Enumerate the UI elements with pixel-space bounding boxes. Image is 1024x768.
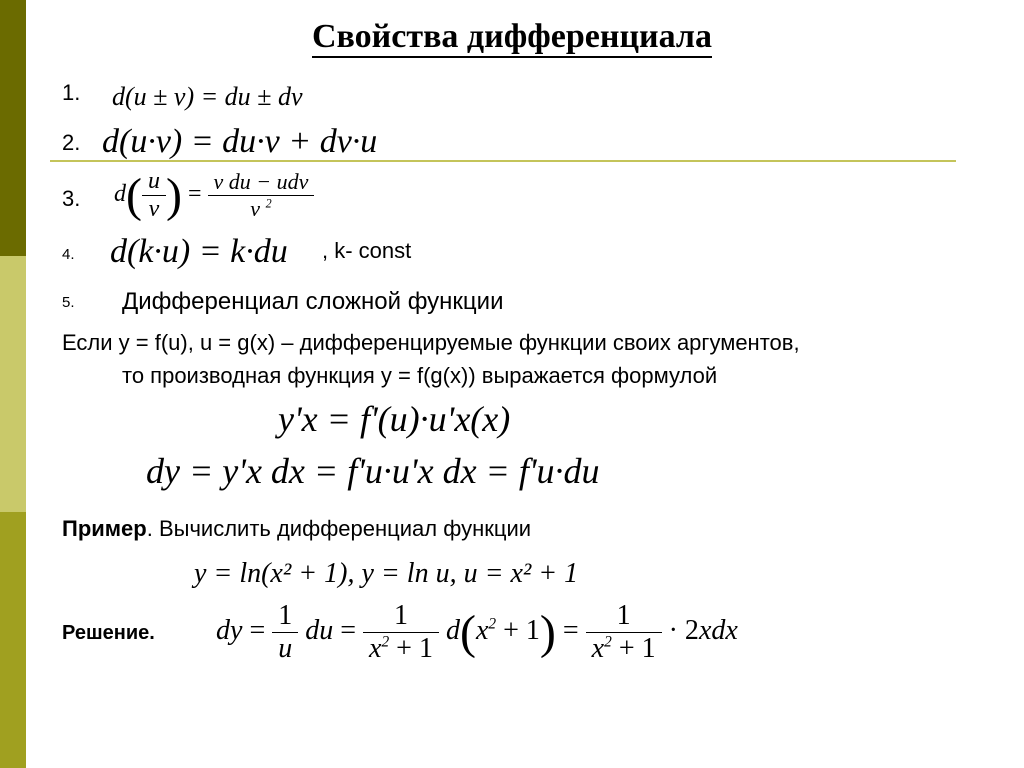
example-text: . Вычислить дифференциал функции (146, 516, 532, 541)
item-5-text: Дифференциал сложной функции (122, 288, 504, 315)
formula-chain-1: y'x = f'(u)·u'x(x) (278, 399, 511, 439)
item-number-2: 2. (62, 130, 81, 155)
sidebar-decoration (0, 0, 26, 768)
paragraph-line-1: Если y = f(u), u = g(x) – дифференцируемые функции своих аргументов, (62, 330, 800, 355)
formula-chain-2: dy = y'x dx = f'u·u'x dx = f'u·du (146, 451, 600, 491)
formula-4: d(k·u) = k·du (110, 233, 288, 270)
formula-1: d(u ± v) = du ± dv (112, 82, 303, 111)
formula-4-note: , k- const (322, 238, 412, 263)
sidebar-block-bottom (0, 512, 26, 768)
paragraph-line-2: то производная функция y = f(g(x)) выражается формулой (122, 363, 718, 388)
formula-2: d(u·v) = du·v + dv·u (102, 123, 378, 160)
solution-label: Решение. (62, 622, 155, 644)
item-number-1: 1. (62, 80, 81, 105)
item-number-5: 5. (62, 294, 75, 311)
example-row (62, 516, 531, 542)
formula-3: d( $\frac{u}{v}$ ) = $\frac{\text{v du − udv}}{v ^2}$ (114, 168, 314, 223)
item-number-4: 4. (62, 246, 75, 263)
example-formula: y = ln(x² + 1), y = ln u, u = x² + 1 (194, 558, 579, 589)
item-number-3: 3. (62, 186, 81, 211)
slide-title: Свойства дифференциала (0, 18, 1024, 56)
sidebar-block-middle (0, 256, 26, 512)
example-label: Пример (62, 516, 147, 541)
solution-formula: dy = $\frac{1}{u}$ du = $\frac{1}{x^2 + 1}$ $d(x^2 + 1)$ = $\frac{1}{x^2 + 1}$ · 2xdx (216, 600, 738, 664)
